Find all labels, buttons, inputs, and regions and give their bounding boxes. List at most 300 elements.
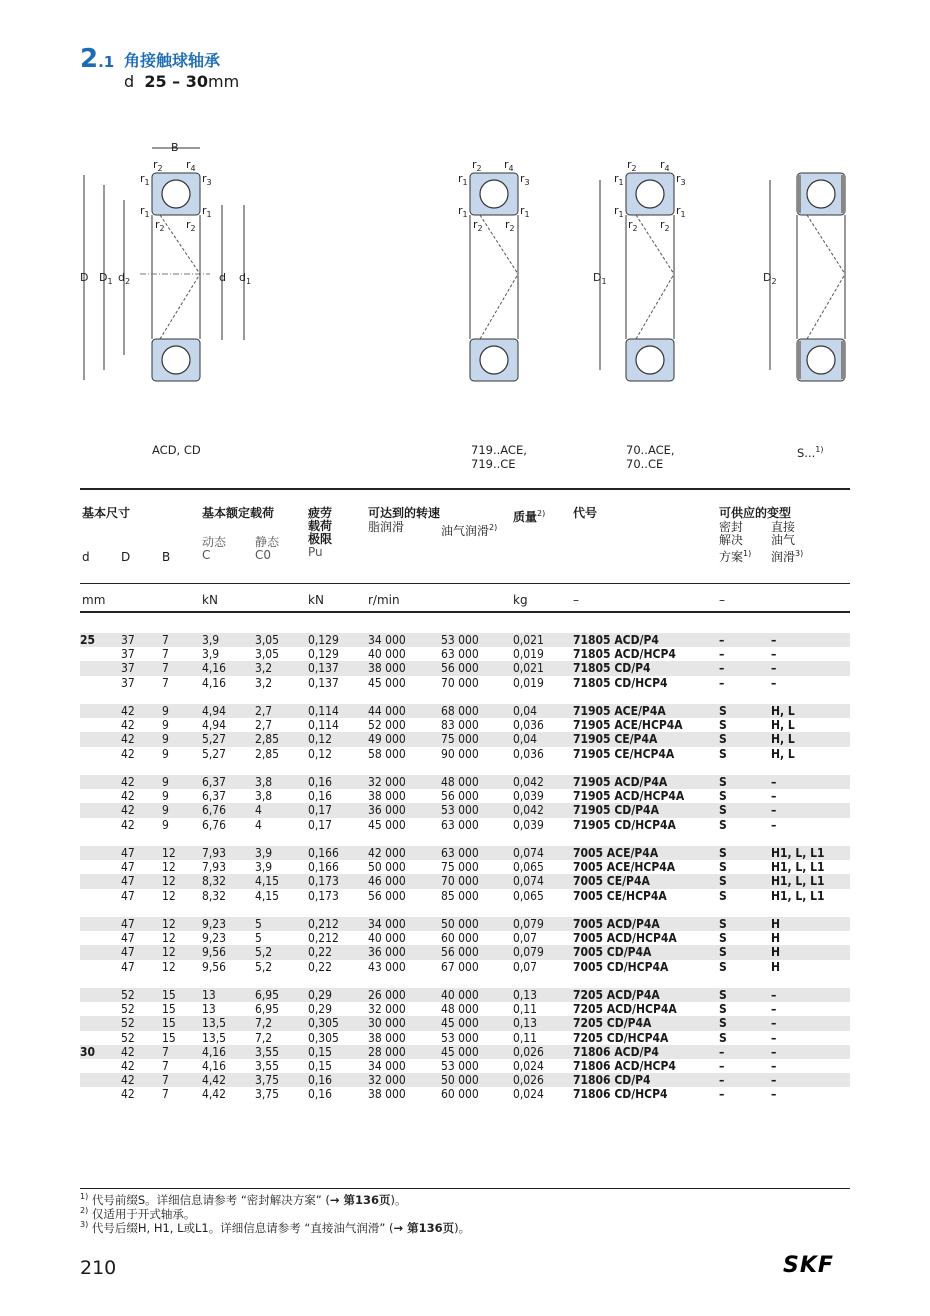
- cell-s: –: [719, 1073, 771, 1087]
- cell-C0: 6,95: [255, 988, 308, 1002]
- cell-C: 7,93: [202, 860, 227, 875]
- cell-Pu: 0,137: [308, 661, 368, 675]
- cell-C0: 5,2: [255, 959, 273, 974]
- cell-D: 47: [121, 945, 162, 959]
- cell-des: 71905 ACD/P4A: [573, 775, 719, 789]
- table-row: [80, 789, 850, 803]
- cell-C0: 3,05: [255, 633, 308, 647]
- cell-D: 42: [121, 704, 162, 718]
- cell-d: [80, 732, 121, 746]
- cell-C: 9,56: [202, 945, 255, 959]
- cell-l: H1, L, L1: [771, 874, 850, 888]
- cell-o: 60 000: [441, 931, 479, 946]
- cell-des: 71905 CE/P4A: [573, 732, 719, 746]
- drawing-acd-cd: [80, 141, 251, 381]
- cell-C: 4,16: [202, 1045, 255, 1059]
- cell-des: 71806 CD/HCP4: [573, 1087, 668, 1102]
- cell-o: 53 000: [441, 1059, 479, 1074]
- cell-Pu: 0,166: [308, 860, 339, 875]
- cell-m: 0,13: [513, 1016, 573, 1030]
- cell-o: 56 000: [441, 661, 513, 675]
- bearing-drawings: [0, 140, 930, 480]
- cell-des: 7005 CE/P4A: [573, 874, 719, 888]
- svg-text:r4: $r_4$: [660, 158, 670, 173]
- cell-s: –: [719, 1059, 725, 1074]
- table-row: [80, 945, 850, 959]
- cell-Pu: 0,212: [308, 931, 339, 946]
- cell-l: –: [771, 789, 777, 804]
- cell-l: –: [771, 647, 777, 662]
- cell-g: 46 000: [368, 874, 441, 888]
- cell-des: 7205 ACD/HCP4A: [573, 1002, 677, 1017]
- cell-m: 0,039: [513, 817, 544, 832]
- table-row: [80, 1045, 850, 1059]
- cell-Pu: 0,305: [308, 1016, 368, 1030]
- cell-des: 71806 ACD/HCP4: [573, 1059, 676, 1074]
- table-row: [80, 704, 850, 718]
- header-d: d: [82, 550, 90, 564]
- cell-s: S: [719, 775, 771, 789]
- cell-o: 45 000: [441, 1016, 513, 1030]
- skf-logo: SKF: [783, 1253, 834, 1278]
- cell-d: [80, 1059, 121, 1073]
- svg-text:r2: $r_2$: [627, 158, 637, 173]
- cell-Pu: 0,17: [308, 817, 333, 832]
- row-gap: [80, 761, 850, 775]
- cell-g: 50 000: [368, 860, 406, 875]
- svg-text:r3: $r_3$: [676, 172, 686, 187]
- cell-s: –: [719, 1045, 771, 1059]
- cell-D: 47: [121, 931, 135, 946]
- cell-C0: 2,85: [255, 732, 308, 746]
- svg-text:r2: $r_2$: [505, 218, 515, 233]
- cell-m: 0,024: [513, 1087, 544, 1102]
- cell-d: [80, 1016, 121, 1030]
- table-row: [80, 633, 850, 647]
- svg-text:r1: $r_1$: [458, 204, 468, 219]
- cell-g: 49 000: [368, 732, 441, 746]
- table-row: [80, 1016, 850, 1030]
- cell-g: 34 000: [368, 633, 441, 647]
- svg-text:D: D: [80, 271, 89, 284]
- caption-719: 719..ACE, 719..CE: [471, 443, 527, 471]
- header-speed: 可达到的转速: [368, 506, 441, 520]
- cell-C0: 5: [255, 917, 308, 931]
- cell-C0: 3,05: [255, 647, 280, 662]
- unit-mm: mm: [82, 593, 106, 607]
- cell-l: H, L: [771, 732, 850, 746]
- cell-B: 9: [162, 775, 202, 789]
- cell-d: [80, 789, 121, 803]
- cell-C: 8,32: [202, 874, 255, 888]
- cell-B: 7: [162, 1073, 202, 1087]
- cell-o: 63 000: [441, 647, 479, 662]
- cell-Pu: 0,16: [308, 775, 368, 789]
- cell-D: 42: [121, 775, 162, 789]
- svg-text:r1: $r_1$: [140, 172, 150, 187]
- cell-d: [80, 704, 121, 718]
- cell-Pu: 0,166: [308, 846, 368, 860]
- cell-l: –: [771, 1087, 777, 1102]
- cell-Pu: 0,212: [308, 917, 368, 931]
- cell-g: 38 000: [368, 1030, 406, 1045]
- cell-Pu: 0,129: [308, 647, 339, 662]
- unit-dash-variants: –: [719, 593, 725, 607]
- cell-g: 45 000: [368, 675, 406, 690]
- cell-g: 42 000: [368, 846, 441, 860]
- cell-des: 7005 ACE/HCP4A: [573, 860, 676, 875]
- cell-B: 15: [162, 1030, 176, 1045]
- cell-Pu: 0,15: [308, 1045, 368, 1059]
- cell-D: 47: [121, 959, 135, 974]
- cell-C: 8,32: [202, 888, 227, 903]
- cell-C: 6,37: [202, 789, 227, 804]
- cell-o: 56 000: [441, 789, 479, 804]
- svg-text:r1: $r_1$: [614, 172, 624, 187]
- cell-C0: 3,75: [255, 1073, 308, 1087]
- cell-D: 37: [121, 647, 135, 662]
- cell-des: 7005 CE/HCP4A: [573, 888, 667, 903]
- cell-C: 3,9: [202, 633, 255, 647]
- cell-d: [80, 988, 121, 1002]
- cell-des: 7005 ACD/HCP4A: [573, 931, 677, 946]
- cell-g: 30 000: [368, 1016, 441, 1030]
- cell-m: 0,021: [513, 633, 573, 647]
- cell-l: H, L: [771, 746, 795, 761]
- drawing-719-ace: [458, 158, 530, 381]
- cell-o: 53 000: [441, 633, 513, 647]
- cell-B: 7: [162, 1045, 202, 1059]
- cell-s: S: [719, 959, 727, 974]
- cell-C0: 3,8: [255, 775, 308, 789]
- cell-l: –: [771, 633, 850, 647]
- cell-m: 0,079: [513, 945, 573, 959]
- caption-70: 70..ACE, 70..CE: [626, 443, 675, 471]
- unit-kN-load: kN: [202, 593, 218, 607]
- cell-d: [80, 803, 121, 817]
- svg-text:r2: $r_2$: [186, 218, 196, 233]
- cell-g: 52 000: [368, 718, 406, 733]
- cell-m: 0,065: [513, 888, 544, 903]
- cell-C0: 3,55: [255, 1059, 280, 1074]
- footnote-2: $^{2)}$ 仅适用于开式轴承。: [80, 1206, 196, 1221]
- cell-l: H: [771, 959, 781, 974]
- cell-g: 44 000: [368, 704, 441, 718]
- cell-l: –: [771, 817, 777, 832]
- svg-text:r4: $r_4$: [504, 158, 514, 173]
- cell-des: 7205 CD/P4A: [573, 1016, 719, 1030]
- cell-Pu: 0,129: [308, 633, 368, 647]
- cell-Pu: 0,22: [308, 959, 333, 974]
- cell-D: 42: [121, 817, 135, 832]
- cell-C0: 3,9: [255, 846, 308, 860]
- cell-C0: 4,15: [255, 888, 280, 903]
- svg-text:r3: $r_3$: [202, 172, 212, 187]
- cell-Pu: 0,16: [308, 789, 333, 804]
- cell-s: –: [719, 647, 725, 662]
- cell-o: 70 000: [441, 874, 513, 888]
- cell-m: 0,04: [513, 732, 573, 746]
- cell-d: [80, 1087, 121, 1101]
- page-number: 210: [80, 1257, 117, 1279]
- header-static: 静态 C0: [255, 535, 280, 562]
- cell-D: 42: [121, 1045, 162, 1059]
- cell-C0: 3,2: [255, 661, 308, 675]
- cell-Pu: 0,22: [308, 945, 368, 959]
- cell-D: 52: [121, 1002, 135, 1017]
- cell-d: [80, 718, 121, 732]
- cell-l: –: [771, 1016, 850, 1030]
- cell-des: 7005 CD/HCP4A: [573, 959, 669, 974]
- cell-s: S: [719, 1016, 771, 1030]
- cell-m: 0,07: [513, 959, 538, 974]
- cell-Pu: 0,173: [308, 888, 339, 903]
- cell-d: [80, 1073, 121, 1087]
- cell-d: [80, 846, 121, 860]
- cell-des: 7005 ACE/P4A: [573, 846, 719, 860]
- svg-text:r1: $r_1$: [520, 204, 530, 219]
- cell-C0: 5: [255, 931, 262, 946]
- cell-C: 5,27: [202, 732, 255, 746]
- svg-text:r2: $r_2$: [153, 158, 163, 173]
- cell-Pu: 0,114: [308, 718, 339, 733]
- cell-C0: 4: [255, 803, 308, 817]
- cell-m: 0,019: [513, 647, 544, 662]
- cell-C: 4,42: [202, 1087, 227, 1102]
- header-fatigue: 疲劳 载荷 极限 Pu: [308, 506, 333, 559]
- cell-m: 0,079: [513, 917, 573, 931]
- cell-C: 4,94: [202, 704, 255, 718]
- cell-C: 4,42: [202, 1073, 255, 1087]
- cell-Pu: 0,114: [308, 704, 368, 718]
- header-rule: [80, 583, 850, 584]
- cell-C: 7,93: [202, 846, 255, 860]
- cell-B: 12: [162, 959, 176, 974]
- cell-d: [80, 676, 121, 690]
- cell-B: 12: [162, 888, 176, 903]
- cell-B: 7: [162, 633, 202, 647]
- cell-B: 15: [162, 1002, 176, 1017]
- svg-text:r2: $r_2$: [628, 218, 638, 233]
- table-row: [80, 661, 850, 675]
- table-row: [80, 747, 850, 761]
- cell-g: 56 000: [368, 888, 406, 903]
- table-row: [80, 676, 850, 690]
- cell-des: 71805 ACD/P4: [573, 633, 719, 647]
- cell-m: 0,074: [513, 874, 573, 888]
- table-row: [80, 860, 850, 874]
- cell-d: [80, 931, 121, 945]
- cell-C0: 5,2: [255, 945, 308, 959]
- svg-text:r1: $r_1$: [614, 204, 624, 219]
- footnote-1: $^{1)}$ 代号前缀S。详细信息请参考 “密封解决方案” (→ 第136页)。: [80, 1192, 407, 1207]
- cell-B: 9: [162, 789, 169, 804]
- unit-dash-designation: –: [573, 593, 579, 607]
- table-row: [80, 960, 850, 974]
- cell-s: –: [719, 675, 725, 690]
- cell-l: –: [771, 1002, 777, 1017]
- header-B: B: [162, 550, 171, 564]
- cell-s: S: [719, 846, 771, 860]
- cell-s: S: [719, 888, 727, 903]
- cell-s: S: [719, 931, 727, 946]
- cell-o: 50 000: [441, 917, 513, 931]
- cell-o: 75 000: [441, 732, 513, 746]
- cell-l: –: [771, 661, 850, 675]
- cell-B: 9: [162, 817, 169, 832]
- cell-o: 85 000: [441, 888, 479, 903]
- cell-des: 7205 ACD/P4A: [573, 988, 719, 1002]
- cell-C: 13,5: [202, 1016, 255, 1030]
- cell-d: [80, 860, 121, 874]
- cell-s: S: [719, 746, 727, 761]
- cell-Pu: 0,29: [308, 988, 368, 1002]
- svg-text:r1: $r_1$: [458, 172, 468, 187]
- svg-text:D2: $D_2$: [763, 271, 777, 286]
- cell-B: 9: [162, 704, 202, 718]
- cell-D: 42: [121, 1059, 135, 1074]
- cell-l: –: [771, 988, 850, 1002]
- cell-des: 71905 CE/HCP4A: [573, 746, 675, 761]
- cell-C: 3,9: [202, 647, 220, 662]
- cell-d: 30: [80, 1045, 121, 1059]
- cell-B: 12: [162, 931, 176, 946]
- table-row: [80, 874, 850, 888]
- table-row: [80, 846, 850, 860]
- header-grease: 脂润滑: [368, 520, 405, 534]
- cell-des: 71905 ACE/HCP4A: [573, 718, 683, 733]
- cell-B: 12: [162, 860, 176, 875]
- unit-kg: kg: [513, 593, 528, 607]
- header-D: D: [121, 550, 131, 564]
- cell-o: 60 000: [441, 1087, 479, 1102]
- cell-o: 90 000: [441, 746, 479, 761]
- cell-m: 0,042: [513, 775, 573, 789]
- cell-D: 42: [121, 718, 135, 733]
- cell-o: 48 000: [441, 775, 513, 789]
- cell-g: 45 000: [368, 817, 406, 832]
- table-row: [80, 1002, 850, 1016]
- cell-C0: 7,2: [255, 1030, 273, 1045]
- cell-C: 4,16: [202, 675, 227, 690]
- cell-m: 0,036: [513, 746, 544, 761]
- cell-m: 0,024: [513, 1059, 544, 1074]
- cell-s: S: [719, 874, 771, 888]
- cell-m: 0,04: [513, 704, 573, 718]
- cell-B: 9: [162, 718, 169, 733]
- header-direct-oil: 直接 油气 润滑$^{3)}$: [771, 520, 804, 564]
- cell-B: 7: [162, 661, 202, 675]
- cell-g: 43 000: [368, 959, 406, 974]
- cell-s: –: [719, 633, 771, 647]
- cell-l: –: [771, 675, 777, 690]
- cell-Pu: 0,29: [308, 1002, 333, 1017]
- cell-d: [80, 818, 121, 832]
- footnote-rule: [80, 1188, 850, 1189]
- cell-g: 38 000: [368, 661, 441, 675]
- cell-B: 15: [162, 1016, 202, 1030]
- table-row: [80, 931, 850, 945]
- cell-D: 42: [121, 732, 162, 746]
- cell-Pu: 0,16: [308, 1073, 368, 1087]
- cell-m: 0,065: [513, 860, 544, 875]
- header-seal: 密封 解决 方案$^{1)}$: [719, 520, 752, 564]
- cell-D: 52: [121, 1030, 135, 1045]
- header-main-dims: 基本尺寸: [82, 506, 131, 520]
- header-oil-air: 油气润滑$^{2)}$: [441, 523, 498, 538]
- cell-m: 0,021: [513, 661, 573, 675]
- header-variants: 可供应的变型: [719, 506, 792, 520]
- cell-o: 48 000: [441, 1002, 479, 1017]
- cell-o: 53 000: [441, 1030, 479, 1045]
- cell-D: 47: [121, 874, 162, 888]
- cell-des: 71905 ACE/P4A: [573, 704, 719, 718]
- cell-o: 70 000: [441, 675, 479, 690]
- cell-l: H: [771, 945, 850, 959]
- cell-s: –: [719, 1087, 725, 1102]
- cell-C0: 4: [255, 817, 262, 832]
- cell-des: 7005 CD/P4A: [573, 945, 719, 959]
- cell-B: 15: [162, 988, 202, 1002]
- cell-B: 12: [162, 945, 202, 959]
- cell-C: 9,23: [202, 931, 227, 946]
- cell-g: 32 000: [368, 1073, 441, 1087]
- row-gap: [80, 974, 850, 988]
- cell-d: [80, 647, 121, 661]
- cell-s: S: [719, 945, 771, 959]
- caption-acd-cd: ACD, CD: [152, 443, 201, 457]
- cell-Pu: 0,12: [308, 746, 333, 761]
- row-gap: [80, 903, 850, 917]
- cell-D: 47: [121, 917, 162, 931]
- cell-C0: 3,8: [255, 789, 273, 804]
- cell-o: 50 000: [441, 1073, 513, 1087]
- cell-D: 42: [121, 1087, 135, 1102]
- footnote-3: $^{3)}$ 代号后缀H, H1, L或L1。详细信息请参考 “直接油气润滑” (→ 第136页)。: [80, 1220, 471, 1235]
- cell-g: 32 000: [368, 1002, 406, 1017]
- cell-g: 34 000: [368, 917, 441, 931]
- cell-D: 52: [121, 988, 162, 1002]
- cell-s: S: [719, 803, 771, 817]
- cell-m: 0,036: [513, 718, 544, 733]
- section-title: 角接触球轴承: [124, 51, 221, 70]
- cell-D: 42: [121, 1073, 162, 1087]
- units-rule: [80, 611, 850, 613]
- cell-des: 7005 ACD/P4A: [573, 917, 719, 931]
- cell-des: 71905 ACD/HCP4A: [573, 789, 685, 804]
- cell-s: S: [719, 732, 771, 746]
- cell-C: 13,5: [202, 1030, 227, 1045]
- table-row: [80, 818, 850, 832]
- cell-l: H, L: [771, 718, 795, 733]
- cell-l: –: [771, 1045, 850, 1059]
- cell-o: 40 000: [441, 988, 513, 1002]
- cell-B: 9: [162, 803, 202, 817]
- cell-D: 42: [121, 803, 162, 817]
- cell-des: 71805 CD/P4: [573, 661, 719, 675]
- cell-o: 53 000: [441, 803, 513, 817]
- cell-m: 0,11: [513, 1030, 538, 1045]
- table-row: [80, 1059, 850, 1073]
- cell-D: 37: [121, 661, 162, 675]
- svg-text:r1: $r_1$: [202, 204, 212, 219]
- drawing-70-ace: [593, 158, 686, 381]
- table-row: [80, 647, 850, 661]
- cell-d: [80, 775, 121, 789]
- header-load-ratings: 基本额定载荷: [202, 506, 275, 520]
- cell-l: H: [771, 917, 850, 931]
- cell-s: S: [719, 718, 727, 733]
